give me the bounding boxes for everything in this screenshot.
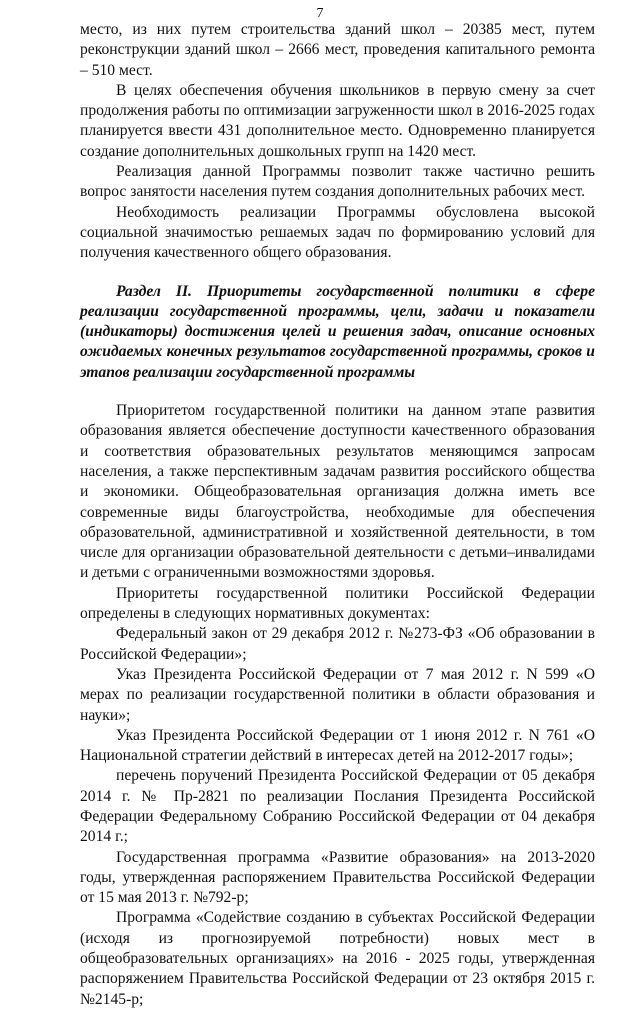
paragraph: перечень поручений Президента Российской Федерации от 05 декабря 2014 г. № Пр-2821 по реализации Послания Президента Российской Федерации Федеральному Собранию Российской Федерации от 04 декабря 2014 г.; [80,767,595,846]
paragraph: Федеральный закон от 29 декабря 2012 г. №273-ФЗ «Об образовании в Российской Федерации»; [80,625,595,663]
section-heading: Раздел II. Приоритеты государственной политики в сфере реализации государственной программы, цели, задачи и показатели (индикаторы) достижения целей и решения задач, описание основных ожидаемых конечных результатов государственной программы, сроков и этапов реализации государственной программы [80,282,595,381]
paragraph: место, из них путем строительства зданий школ – 20385 мест, путем реконструкции зданий школ – 2666 мест, проведения капитального ремонта – 510 мест. [80,21,595,79]
page-number: 7 [316,6,324,21]
paragraph: Приоритеты государственной политики Российской Федерации определены в следующих нормативных документах: [80,584,595,623]
paragraph: Указ Президента Российской Федерации от 7 мая 2012 г. N 599 «О мерах по реализации государственной политики в области образования и науки»; [80,665,595,724]
paragraph: Приоритетом государственной политики на данном этапе развития образования является обеспечение доступности качественного образования и соответствия образовательных результатов меняющимся запросам населения, а также перспективным задачам развития российского общества и экономики. Общеобразовательная организация должна иметь все современные виды благоустройства, необходимые для обеспечения образовательной, административной и хозяйственной деятельности, в том числе для организации образовательной деятельности с детьми–инвалидами и детьми с ограниченными возможностями здоровья. [80,402,595,582]
paragraph: Необходимость реализации Программы обусловлена высокой социальной значимостью решаемых задач по формированию условий для получения качественного общего образования. [80,203,595,262]
paragraph: Программа «Содействие созданию в субъектах Российской Федерации (исходя из прогнозируемой потребности) новых мест в общеобразовательных организациях» на 2016 - 2025 годы, утвержденная распоряжением Правительства Российской Федерации от 23 октября 2015 г. №2145-р; [80,909,595,1008]
document-body [80,20,595,1010]
paragraph: В целях обеспечения обучения школьников в первую смену за счет продолжения работы по оптимизации загруженности школ в 2016-2025 годах планируется ввести 431 дополнительное место. Одновременно планируется создание дополнительных дошкольных групп на 1420 мест. [80,81,595,160]
paragraph: Указ Президента Российской Федерации от 1 июня 2012 г. N 761 «О Национальной стратегии действий в интересах детей на 2012-2017 годы»; [80,726,595,765]
paragraph: Реализация данной Программы позволит также частично решить вопрос занятости населения путем создания дополнительных рабочих мест. [80,163,595,201]
paragraph: Государственная программа «Развитие образования» на 2013-2020 годы, утвержденная распоряжением Правительства Российской Федерации от 15 мая 2013 г. №792-р; [80,848,595,907]
